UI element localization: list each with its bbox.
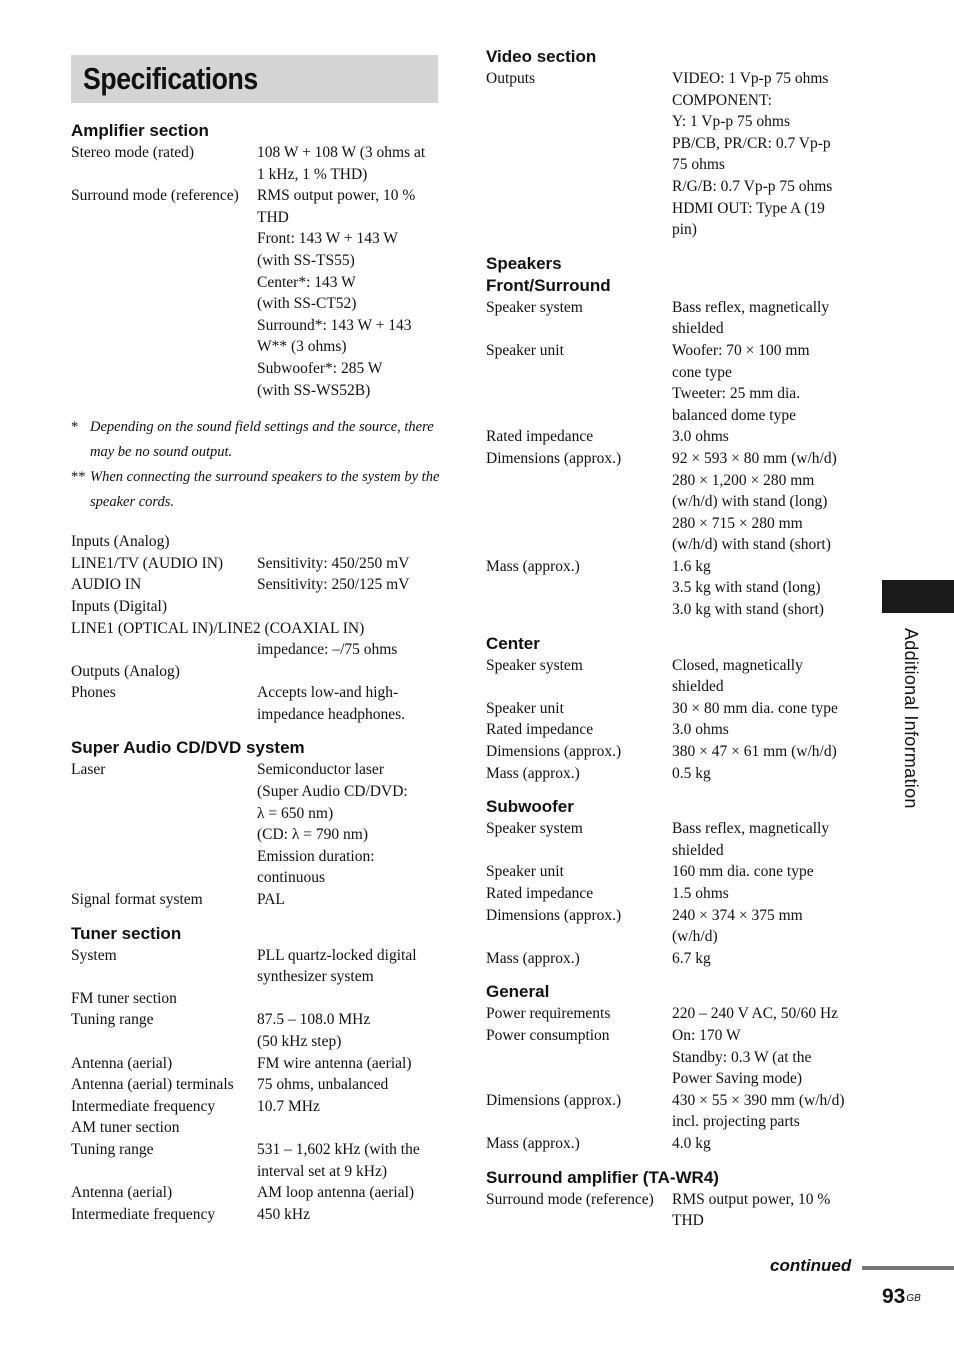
spec-label: Inputs (Digital) <box>71 597 167 615</box>
spec-label: Outputs (Analog) <box>71 662 180 680</box>
spec-row <box>486 426 876 448</box>
spec-value: 450 kHz <box>257 1205 310 1223</box>
spec-row <box>71 1204 451 1226</box>
spec-label: Speaker system <box>486 656 583 674</box>
spec-row <box>71 1117 451 1139</box>
spec-label: Stereo mode (rated) <box>71 144 195 161</box>
spec-value <box>257 661 442 683</box>
spec-row <box>71 142 451 185</box>
spec-row <box>71 759 451 889</box>
page-title-box <box>71 55 438 103</box>
spec-row <box>71 661 451 683</box>
footnotes <box>71 415 451 515</box>
spec-label: Speaker unit <box>486 699 564 717</box>
left-column <box>71 120 451 1225</box>
spec-label: Mass (approx.) <box>486 557 580 575</box>
spec-label: Speaker system <box>486 820 583 838</box>
section-heading: Super Audio CD/DVD system <box>71 738 305 758</box>
spec-row <box>71 988 451 1010</box>
section-heading: Video section <box>486 47 597 66</box>
spec-value: 3.0 ohms <box>672 721 729 739</box>
spec-value: RMS output power, 10 % THD Front: 143 W + 143 W (with SS-TS55) Center*: 143 W (with SS-CT52) Surround*: 143 W + 143 W** (3 ohms) Subwoofer*: 285 W (with SS-WS52B) <box>257 187 416 399</box>
spec-label: Dimensions (approx.) <box>486 1091 622 1109</box>
footnote <box>71 465 451 515</box>
spec-row <box>486 763 876 785</box>
page-number <box>882 1284 921 1310</box>
section-tab-label: Additional Information <box>901 628 921 809</box>
spec-row <box>486 905 876 948</box>
spec-row <box>486 655 876 698</box>
spec-label: Mass (approx.) <box>486 949 580 967</box>
footnote <box>71 415 451 465</box>
spec-row <box>486 1090 876 1133</box>
spec-row <box>486 448 876 556</box>
spec-row <box>486 883 876 905</box>
spec-value: 30 × 80 mm dia. cone type <box>672 699 838 717</box>
spec-label: Rated impedance <box>486 885 594 902</box>
spec-value: 220 – 240 V AC, 50/60 Hz <box>672 1005 839 1023</box>
spec-value <box>257 596 442 618</box>
spec-value: 4.0 kg <box>672 1134 711 1152</box>
footnote-text: When connecting the surround speakers to the system by the speaker cords. <box>90 469 440 511</box>
spec-label: Speaker unit <box>486 341 564 359</box>
spec-row <box>486 68 876 241</box>
spec-row <box>486 1133 876 1155</box>
spec-row <box>486 297 876 340</box>
spec-value: 1.6 kg 3.5 kg with stand (long) 3.0 kg with stand (short) <box>672 557 824 619</box>
spec-value: PAL <box>257 891 285 909</box>
spec-value: 240 × 374 × 375 mm (w/h/d) <box>672 906 803 946</box>
spec-label: Surround mode (reference) <box>71 187 239 205</box>
right-column <box>486 46 876 1232</box>
spec-value: impedance: –/75 ohms <box>257 641 398 659</box>
spec-row <box>486 1003 876 1025</box>
spec-label: AM tuner section <box>71 1119 180 1137</box>
spec-label: Laser <box>71 761 106 779</box>
spec-label: Speaker unit <box>486 863 564 881</box>
spec-label: Mass (approx.) <box>486 1134 580 1152</box>
spec-value: 1.5 ohms <box>672 885 729 902</box>
spec-label: AUDIO IN <box>71 576 142 594</box>
spec-label: Surround mode (reference) <box>486 1190 654 1208</box>
spec-row <box>71 945 451 988</box>
spec-value: Semiconductor laser (Super Audio CD/DVD: λ = 650 nm) (CD: λ = 790 nm) Emission duration: continuous <box>257 761 408 887</box>
spec-value: 6.7 kg <box>672 949 711 967</box>
spec-row <box>71 618 451 640</box>
spec-row <box>486 719 876 741</box>
spec-label: Dimensions (approx.) <box>486 743 622 761</box>
spec-label: Outputs <box>486 70 536 87</box>
spec-value: Sensitivity: 250/125 mV <box>257 576 410 594</box>
spec-value: Sensitivity: 450/250 mV <box>257 554 410 572</box>
spec-label: Inputs (Analog) <box>71 533 170 551</box>
spec-value: 531 – 1,602 kHz (with the interval set at 9 kHz) <box>257 1140 420 1180</box>
spec-value: VIDEO: 1 Vp-p 75 ohms COMPONENT: Y: 1 Vp-p 75 ohms PB/CB, PR/CR: 0.7 Vp-p 75 ohms R/G/B: 0.7 Vp-p 75 ohms HDMI OUT: Type A (19 pin) <box>672 70 833 239</box>
spec-value: 108 W + 108 W (3 ohms at 1 kHz, 1 % THD) <box>257 144 426 183</box>
spec-value <box>257 1117 442 1139</box>
continued-label: continued <box>770 1256 852 1275</box>
spec-label: Antenna (aerial) <box>71 1184 173 1202</box>
page-title: Specifications <box>83 61 258 96</box>
spec-label: Power requirements <box>486 1005 611 1023</box>
spec-row <box>71 1074 451 1096</box>
spec-row <box>71 1009 451 1052</box>
spec-row <box>71 1182 451 1204</box>
section-heading: Amplifier section <box>71 121 209 140</box>
spec-value: 87.5 – 108.0 MHz (50 kHz step) <box>257 1011 371 1050</box>
spec-label: Rated impedance <box>486 428 594 446</box>
section-heading: Subwoofer <box>486 797 574 817</box>
spec-label: Mass (approx.) <box>486 764 580 782</box>
spec-row <box>71 531 451 553</box>
spec-value: 380 × 47 × 61 mm (w/h/d) <box>672 743 837 761</box>
footnote-text: Depending on the sound field settings and the source, there may be no sound output. <box>90 419 434 461</box>
spec-row <box>486 948 876 970</box>
spec-label: Phones <box>71 684 116 702</box>
spec-value: Closed, magnetically shielded <box>672 656 803 696</box>
spec-label: Dimensions (approx.) <box>486 906 622 924</box>
spec-label: Antenna (aerial) terminals <box>71 1076 234 1094</box>
section-heading: Center <box>486 633 540 653</box>
spec-row <box>71 889 451 911</box>
spec-label: Intermediate frequency <box>71 1097 216 1115</box>
spec-value: AM loop antenna (aerial) <box>257 1184 415 1202</box>
spec-row <box>71 1053 451 1075</box>
page-number-suffix: GB <box>906 1293 921 1304</box>
spec-value: 92 × 593 × 80 mm (w/h/d) 280 × 1,200 × 280 mm (w/h/d) with stand (long) 280 × 715 × 280 mm (w/h/d) with stand (short) <box>672 449 837 554</box>
footnote-mark: * <box>71 419 79 436</box>
footnote-mark: ** <box>71 469 86 486</box>
spec-value: FM wire antenna (aerial) <box>257 1054 412 1072</box>
spec-label: Intermediate frequency <box>71 1205 216 1223</box>
spec-value: Woofer: 70 × 100 mm cone type Tweeter: 25 mm dia. balanced dome type <box>672 341 810 424</box>
spec-row <box>71 574 451 596</box>
spec-row <box>71 1139 451 1182</box>
spec-row <box>486 1189 876 1232</box>
spec-row <box>486 1025 876 1090</box>
spec-value: 75 ohms, unbalanced <box>257 1076 389 1094</box>
spec-row <box>71 1096 451 1118</box>
spec-label: Tuning range <box>71 1140 154 1158</box>
spec-value <box>257 988 442 1010</box>
section-heading: General <box>486 982 550 1002</box>
spec-value <box>257 531 442 553</box>
spec-label: LINE1 (OPTICAL IN)/LINE2 (COAXIAL IN) <box>71 619 365 637</box>
spec-row <box>486 698 876 720</box>
page-number-value: 93 <box>882 1285 906 1308</box>
spec-label <box>71 639 257 661</box>
spec-row <box>71 185 451 401</box>
section-tab-marker <box>882 580 954 613</box>
spec-value: On: 170 W Standby: 0.3 W (at the Power Saving mode) <box>672 1026 812 1088</box>
section-heading: Tuner section <box>71 923 182 943</box>
section-heading: Speakers Front/Surround <box>486 253 611 295</box>
spec-row <box>486 741 876 763</box>
spec-value: RMS output power, 10 % THD <box>672 1190 831 1230</box>
spec-label: System <box>71 946 117 964</box>
spec-label: LINE1/TV (AUDIO IN) <box>71 554 224 572</box>
spec-label: Signal format system <box>71 891 203 909</box>
spec-value: Bass reflex, magnetically shielded <box>672 820 830 859</box>
spec-value: 160 mm dia. cone type <box>672 863 814 881</box>
spec-row <box>71 553 451 575</box>
spec-row <box>71 682 451 725</box>
spec-value: 0.5 kg <box>672 764 711 782</box>
spec-label: Rated impedance <box>486 721 594 739</box>
continued-rule <box>862 1266 954 1270</box>
spec-row <box>71 596 451 618</box>
spec-label: Antenna (aerial) <box>71 1054 173 1072</box>
spec-label: Power consumption <box>486 1026 610 1044</box>
spec-value: Bass reflex, magnetically shielded <box>672 298 830 338</box>
spec-row <box>486 556 876 621</box>
spec-value: 430 × 55 × 390 mm (w/h/d) incl. projecting parts <box>672 1091 845 1131</box>
spec-row <box>486 340 876 426</box>
spec-value: 10.7 MHz <box>257 1097 320 1115</box>
spec-value <box>364 618 451 640</box>
spec-row <box>486 818 876 861</box>
spec-row <box>486 861 876 883</box>
section-heading: Surround amplifier (TA-WR4) <box>486 1167 719 1187</box>
spec-row <box>71 639 451 661</box>
spec-label: Tuning range <box>71 1011 154 1029</box>
spec-value: Accepts low-and high- impedance headphones. <box>257 684 406 723</box>
spec-value: PLL quartz-locked digital synthesizer system <box>257 946 417 986</box>
spec-value: 3.0 ohms <box>672 428 729 446</box>
spec-label: FM tuner section <box>71 989 177 1007</box>
spec-label: Speaker system <box>486 298 583 316</box>
spec-label: Dimensions (approx.) <box>486 449 622 467</box>
